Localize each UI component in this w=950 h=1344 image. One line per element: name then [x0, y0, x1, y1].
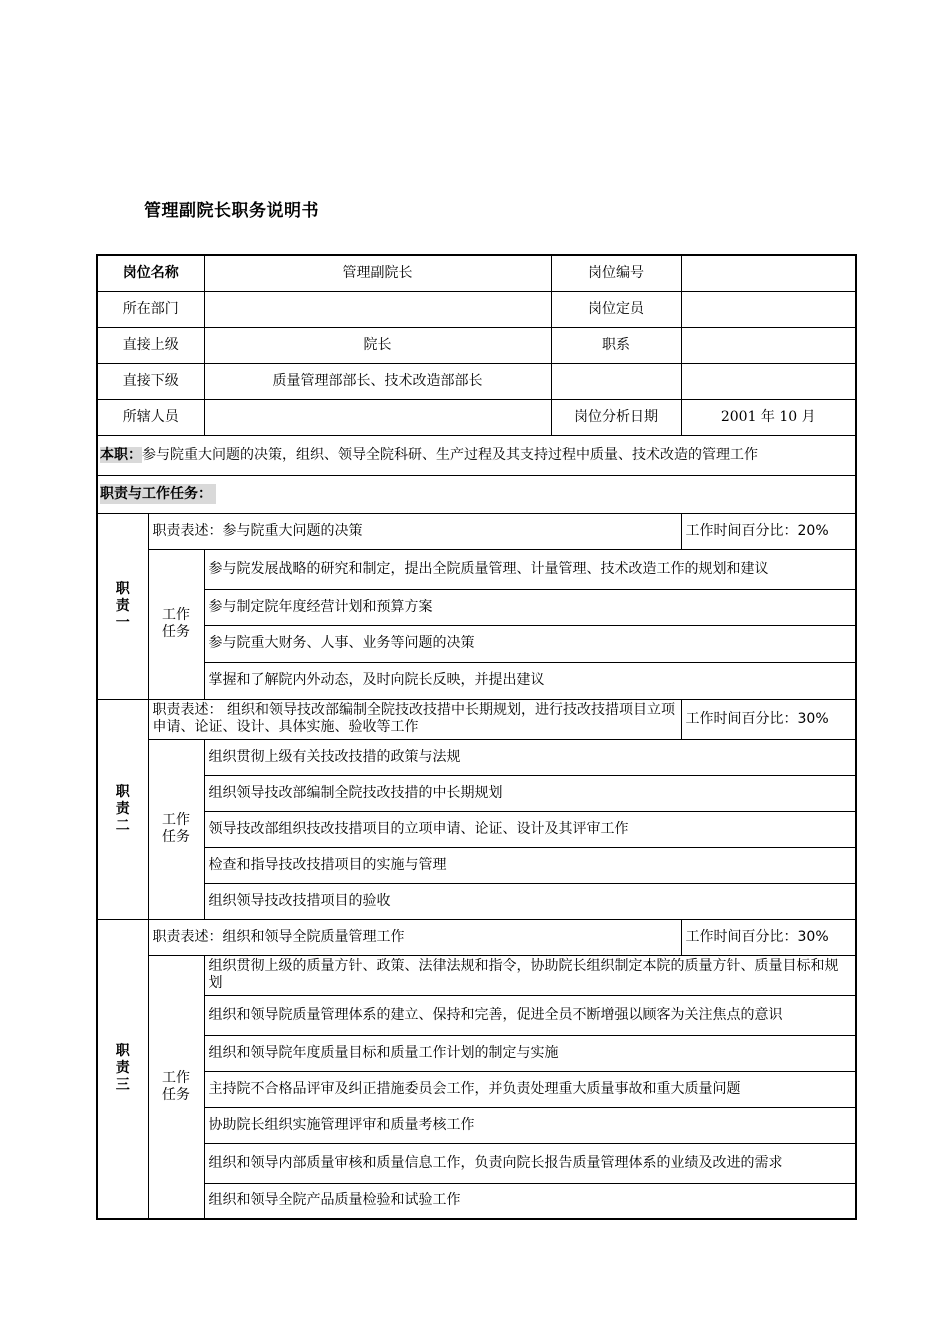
duty-1-label-text: 职 责 一 [115, 580, 130, 631]
duty-3-desc-row [97, 919, 856, 955]
duty-3-label-text: 职 责 三 [115, 1043, 130, 1094]
duty-3-task-1: 组织贯彻上级的质量方针、政策、法律法规和指令，协助院长组织制定本院的质量方针、质量目标和规划 [204, 955, 856, 995]
table-row [97, 1143, 856, 1183]
table-row [97, 549, 856, 589]
table-row [97, 955, 856, 995]
position-code-label: 岗位编号 [551, 255, 681, 291]
duty-2-desc-row [97, 699, 856, 739]
duty-1-task-2: 参与制定院年度经营计划和预算方案 [204, 589, 856, 625]
duty-2-label [97, 699, 148, 919]
analysis-date-value: 2001 年 10 月 [681, 399, 856, 435]
job-description-table [96, 254, 857, 1220]
series-value [681, 327, 856, 363]
jurisdiction-value [204, 399, 551, 435]
document-title: 管理副院长职务说明书 [144, 201, 319, 221]
duty-2-time-pct: 工作时间百分比：30% [681, 699, 856, 739]
duty-3-task-label [148, 955, 204, 1219]
table-row [97, 1183, 856, 1219]
benzhi-key: 本职： [100, 446, 142, 463]
duty-3-label [97, 919, 148, 1219]
duty-1-task-label-text: 工作 任务 [162, 607, 190, 640]
duty-1-task-3: 参与院重大财务、人事、业务等问题的决策 [204, 625, 856, 662]
jurisdiction-label: 所辖人员 [97, 399, 204, 435]
row-benzhi [97, 435, 856, 475]
analysis-date-label: 岗位分析日期 [551, 399, 681, 435]
subordinate-label: 直接下级 [97, 363, 204, 399]
duty-1-task-1: 参与院发展战略的研究和制定，提出全院质量管理、计量管理、技术改造工作的规划和建议 [204, 549, 856, 589]
headcount-label: 岗位定员 [551, 291, 681, 327]
headcount-value [681, 291, 856, 327]
row-department [97, 291, 856, 327]
duty-3-time-pct: 工作时间百分比：30% [681, 919, 856, 955]
duty-2-task-5: 组织领导技改技措项目的验收 [204, 883, 856, 919]
row-jurisdiction [97, 399, 856, 435]
duty-3-task-3: 组织和领导院年度质量目标和质量工作计划的制定与实施 [204, 1035, 856, 1071]
department-label: 所在部门 [97, 291, 204, 327]
duty-3-task-6: 组织和领导内部质量审核和质量信息工作，负责向院长报告质量管理体系的业绩及改进的需求 [204, 1143, 856, 1183]
duty-2-desc: 职责表述： 组织和领导技改部编制全院技改技措中长期规划，进行技改技措项目立项申请、论证、设计、具体实施、验收等工作 [148, 699, 681, 739]
duty-2-task-1: 组织贯彻上级有关技改技措的政策与法规 [204, 739, 856, 775]
table-row [97, 739, 856, 775]
table-row [97, 847, 856, 883]
table-row [97, 1107, 856, 1143]
row-superior [97, 327, 856, 363]
table-row [97, 589, 856, 625]
duty-2-task-3: 领导技改部组织技改技措项目的立项申请、论证、设计及其评审工作 [204, 811, 856, 847]
duty-3-task-2: 组织和领导院质量管理体系的建立、保持和完善，促进全员不断增强以顾客为关注焦点的意识 [204, 995, 856, 1035]
table-row [97, 1035, 856, 1071]
duty-2-task-2: 组织领导技改部编制全院技改技措的中长期规划 [204, 775, 856, 811]
section-heading: 职责与工作任务： [100, 484, 216, 504]
duty-1-task-label [148, 549, 204, 699]
section-heading-cell [97, 475, 856, 513]
row-section-heading [97, 475, 856, 513]
duty-2-task-label [148, 739, 204, 919]
benzhi-cell [97, 435, 856, 475]
empty-cell [681, 363, 856, 399]
table-row [97, 625, 856, 662]
duty-1-label [97, 513, 148, 699]
duty-3-task-4: 主持院不合格品评审及纠正措施委员会工作，并负责处理重大质量事故和重大质量问题 [204, 1071, 856, 1107]
benzhi-text: 参与院重大问题的决策，组织、领导全院科研、生产过程及其支持过程中质量、技术改造的管理工作 [142, 446, 758, 463]
duty-2-task-label-text: 工作 任务 [162, 812, 190, 845]
position-name-value: 管理副院长 [204, 255, 551, 291]
duty-3-task-label-text: 工作 任务 [162, 1069, 190, 1103]
row-subordinate [97, 363, 856, 399]
table-row [97, 775, 856, 811]
duty-1-time-pct: 工作时间百分比：20% [681, 513, 856, 549]
duty-1-task-4: 掌握和了解院内外动态，及时向院长反映，并提出建议 [204, 662, 856, 699]
duty-2-task-4: 检查和指导技改技措项目的实施与管理 [204, 847, 856, 883]
duty-1-desc-row [97, 513, 856, 549]
table-row [97, 883, 856, 919]
duty-3-task-5: 协助院长组织实施管理评审和质量考核工作 [204, 1107, 856, 1143]
position-code-value [681, 255, 856, 291]
duty-3-desc: 职责表述：组织和领导全院质量管理工作 [148, 919, 681, 955]
subordinate-value: 质量管理部部长、技术改造部部长 [204, 363, 551, 399]
empty-cell [551, 363, 681, 399]
duty-1-desc: 职责表述：参与院重大问题的决策 [148, 513, 681, 549]
row-position-name [97, 255, 856, 291]
superior-label: 直接上级 [97, 327, 204, 363]
table-row [97, 995, 856, 1035]
superior-value: 院长 [204, 327, 551, 363]
table-row [97, 662, 856, 699]
table-row [97, 811, 856, 847]
series-label: 职系 [551, 327, 681, 363]
table-row [97, 1071, 856, 1107]
duty-3-task-7: 组织和领导全院产品质量检验和试验工作 [204, 1183, 856, 1219]
duty-2-label-text: 职 责 二 [115, 783, 130, 834]
position-name-label: 岗位名称 [97, 255, 204, 291]
department-value [204, 291, 551, 327]
